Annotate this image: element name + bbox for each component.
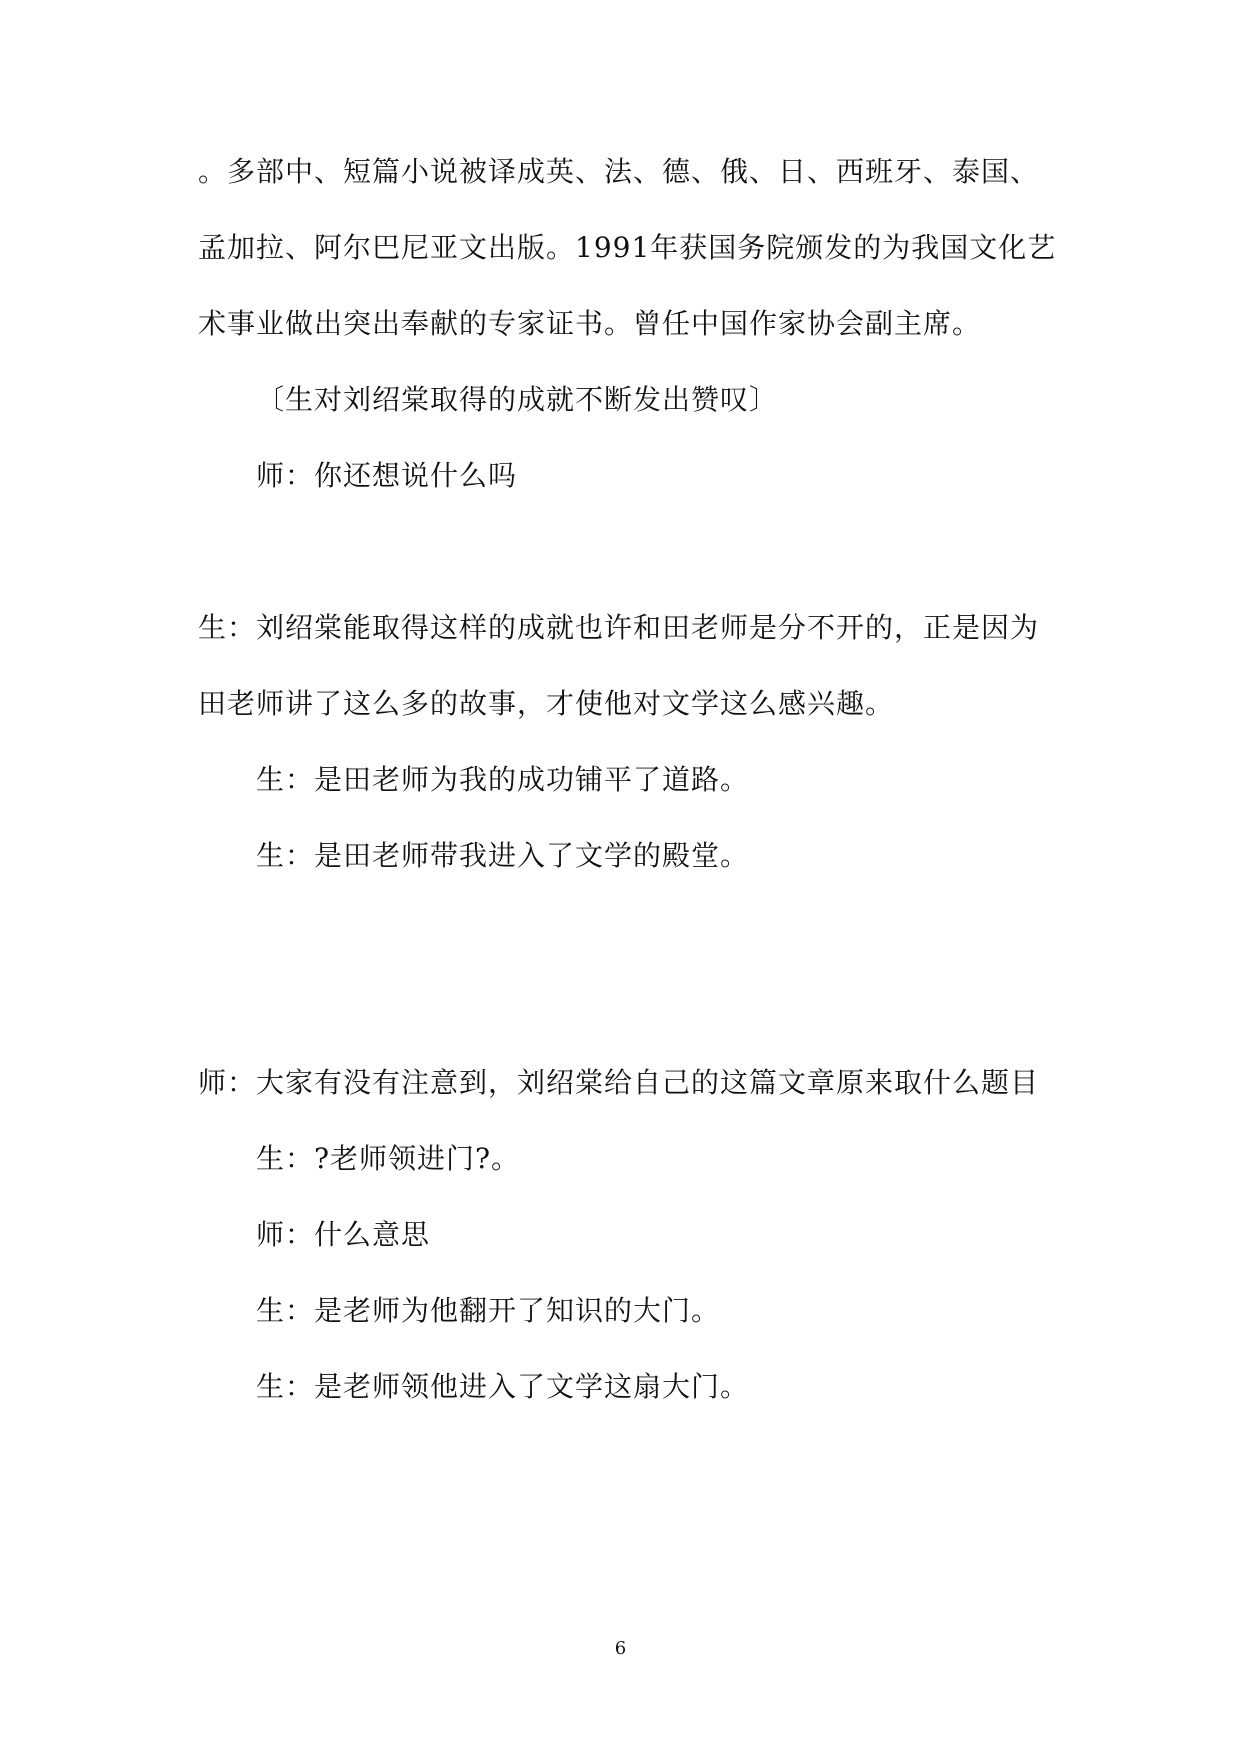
dialogue-line: 生：刘绍棠能取得这样的成就也许和田老师是分不开的，正是因为 bbox=[198, 611, 1040, 644]
dialogue-line: 生：?老师领进门?。 bbox=[256, 1142, 521, 1175]
stage-direction: 〔生对刘绍棠取得的成就不断发出赞叹〕 bbox=[256, 383, 779, 416]
text-line: 术事业做出突出奉献的专家证书。曾任中国作家协会副主席。 bbox=[198, 307, 982, 340]
dialogue-line: 生：是田老师带我进入了文学的殿堂。 bbox=[256, 839, 750, 872]
text-line: 孟加拉、阿尔巴尼亚文出版。1991年获国务院颁发的为我国文化艺 bbox=[198, 231, 1057, 264]
dialogue-line: 师：大家有没有注意到，刘绍棠给自己的这篇文章原来取什么题目 bbox=[198, 1066, 1040, 1099]
text-line: 田老师讲了这么多的故事，才使他对文学这么感兴趣。 bbox=[198, 687, 895, 720]
dialogue-line: 师：你还想说什么吗 bbox=[256, 459, 518, 492]
dialogue-line: 生：是老师为他翻开了知识的大门。 bbox=[256, 1294, 721, 1327]
dialogue-line: 生：是田老师为我的成功铺平了道路。 bbox=[256, 763, 750, 796]
text-line: 。多部中、短篇小说被译成英、法、德、俄、日、西班牙、泰国、 bbox=[198, 155, 1040, 188]
page-number: 6 bbox=[614, 1638, 627, 1659]
dialogue-line: 生：是老师领他进入了文学这扇大门。 bbox=[256, 1370, 750, 1403]
dialogue-line: 师：什么意思 bbox=[256, 1218, 431, 1251]
